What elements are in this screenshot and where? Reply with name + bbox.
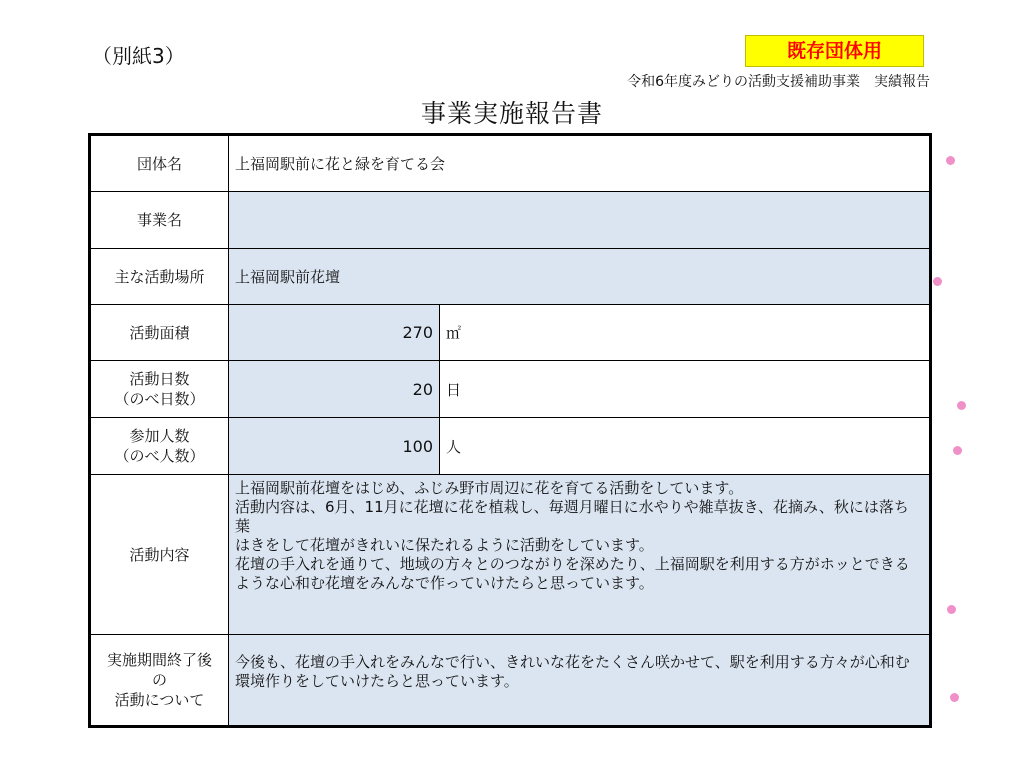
activity-content-line: ような心和む花壇をみんなで作っていけたらと思っています。 <box>235 574 654 592</box>
activity-days-field[interactable]: 20 <box>229 361 440 418</box>
activity-content-field[interactable] <box>229 475 931 635</box>
margin-dot <box>957 401 966 410</box>
row-main-location <box>90 249 931 305</box>
future-activity-line: 環境作りをしていけたらと思っています。 <box>235 672 519 690</box>
future-activity-label <box>90 635 229 727</box>
future-activity-label-line3: 活動について <box>114 691 205 709</box>
participants-label-line1: 参加人数 <box>129 427 190 445</box>
group-name-field[interactable]: 上福岡駅前に花と緑を育てる会 <box>229 135 931 192</box>
margin-dot <box>947 605 956 614</box>
main-location-label: 主な活動場所 <box>90 249 229 305</box>
participants-field[interactable]: 100 <box>229 418 440 475</box>
activity-days-label <box>90 361 229 418</box>
row-activity-area <box>90 305 931 361</box>
row-group-name <box>90 135 931 192</box>
activity-area-unit: ㎡ <box>440 305 931 361</box>
activity-area-field[interactable]: 270 <box>229 305 440 361</box>
activity-content-label: 活動内容 <box>90 475 229 635</box>
row-activity-content <box>90 475 931 635</box>
future-activity-label-line1: 実施期間終了後 <box>106 651 212 669</box>
existing-group-badge: 既存団体用 <box>745 35 924 67</box>
program-subtitle: 令和6年度みどりの活動支援補助事業 実績報告 <box>627 74 930 90</box>
row-project-name <box>90 192 931 249</box>
project-name-field[interactable] <box>229 192 931 249</box>
margin-dot <box>946 156 955 165</box>
row-participants <box>90 418 931 475</box>
margin-dot <box>950 693 959 702</box>
margin-dot <box>933 277 942 286</box>
activity-content-line: 上福岡駅前花壇をはじめ、ふじみ野市周辺に花を育てる活動をしています。 <box>235 479 744 497</box>
activity-content-line: 活動内容は、6月、11月に花壇に花を植栽し、毎週月曜日に水やりや雑草抜き、花摘み、秋には落ち葉 <box>235 498 909 535</box>
report-form-table <box>88 133 932 728</box>
row-activity-days <box>90 361 931 418</box>
participants-unit: 人 <box>440 418 931 475</box>
activity-content-line: 花壇の手入れを通りて、地域の方々とのつながりを深めたり、上福岡駅を利用する方がホッとできる <box>235 555 910 573</box>
activity-days-unit: 日 <box>440 361 931 418</box>
main-location-field[interactable]: 上福岡駅前花壇 <box>229 249 931 305</box>
project-name-label: 事業名 <box>90 192 229 249</box>
activity-area-label: 活動面積 <box>90 305 229 361</box>
participants-label <box>90 418 229 475</box>
future-activity-field[interactable] <box>229 635 931 727</box>
activity-content-line: はきをして花壇がきれいに保たれるように活動をしています。 <box>235 536 654 554</box>
activity-days-label-line2: （のべ日数） <box>114 390 205 408</box>
participants-label-line2: （のべ人数） <box>114 447 205 465</box>
attachment-number: （別紙3） <box>92 44 185 68</box>
future-activity-label-line2: の <box>151 671 167 689</box>
row-future-activity <box>90 635 931 727</box>
document-title: 事業実施報告書 <box>420 99 603 128</box>
group-name-label: 団体名 <box>90 135 229 192</box>
margin-dot <box>953 446 962 455</box>
future-activity-line: 今後も、花壇の手入れをみんなで行い、きれいな花をたくさん咲かせて、駅を利用する方々が心和む <box>235 653 910 671</box>
activity-days-label-line1: 活動日数 <box>129 370 190 388</box>
